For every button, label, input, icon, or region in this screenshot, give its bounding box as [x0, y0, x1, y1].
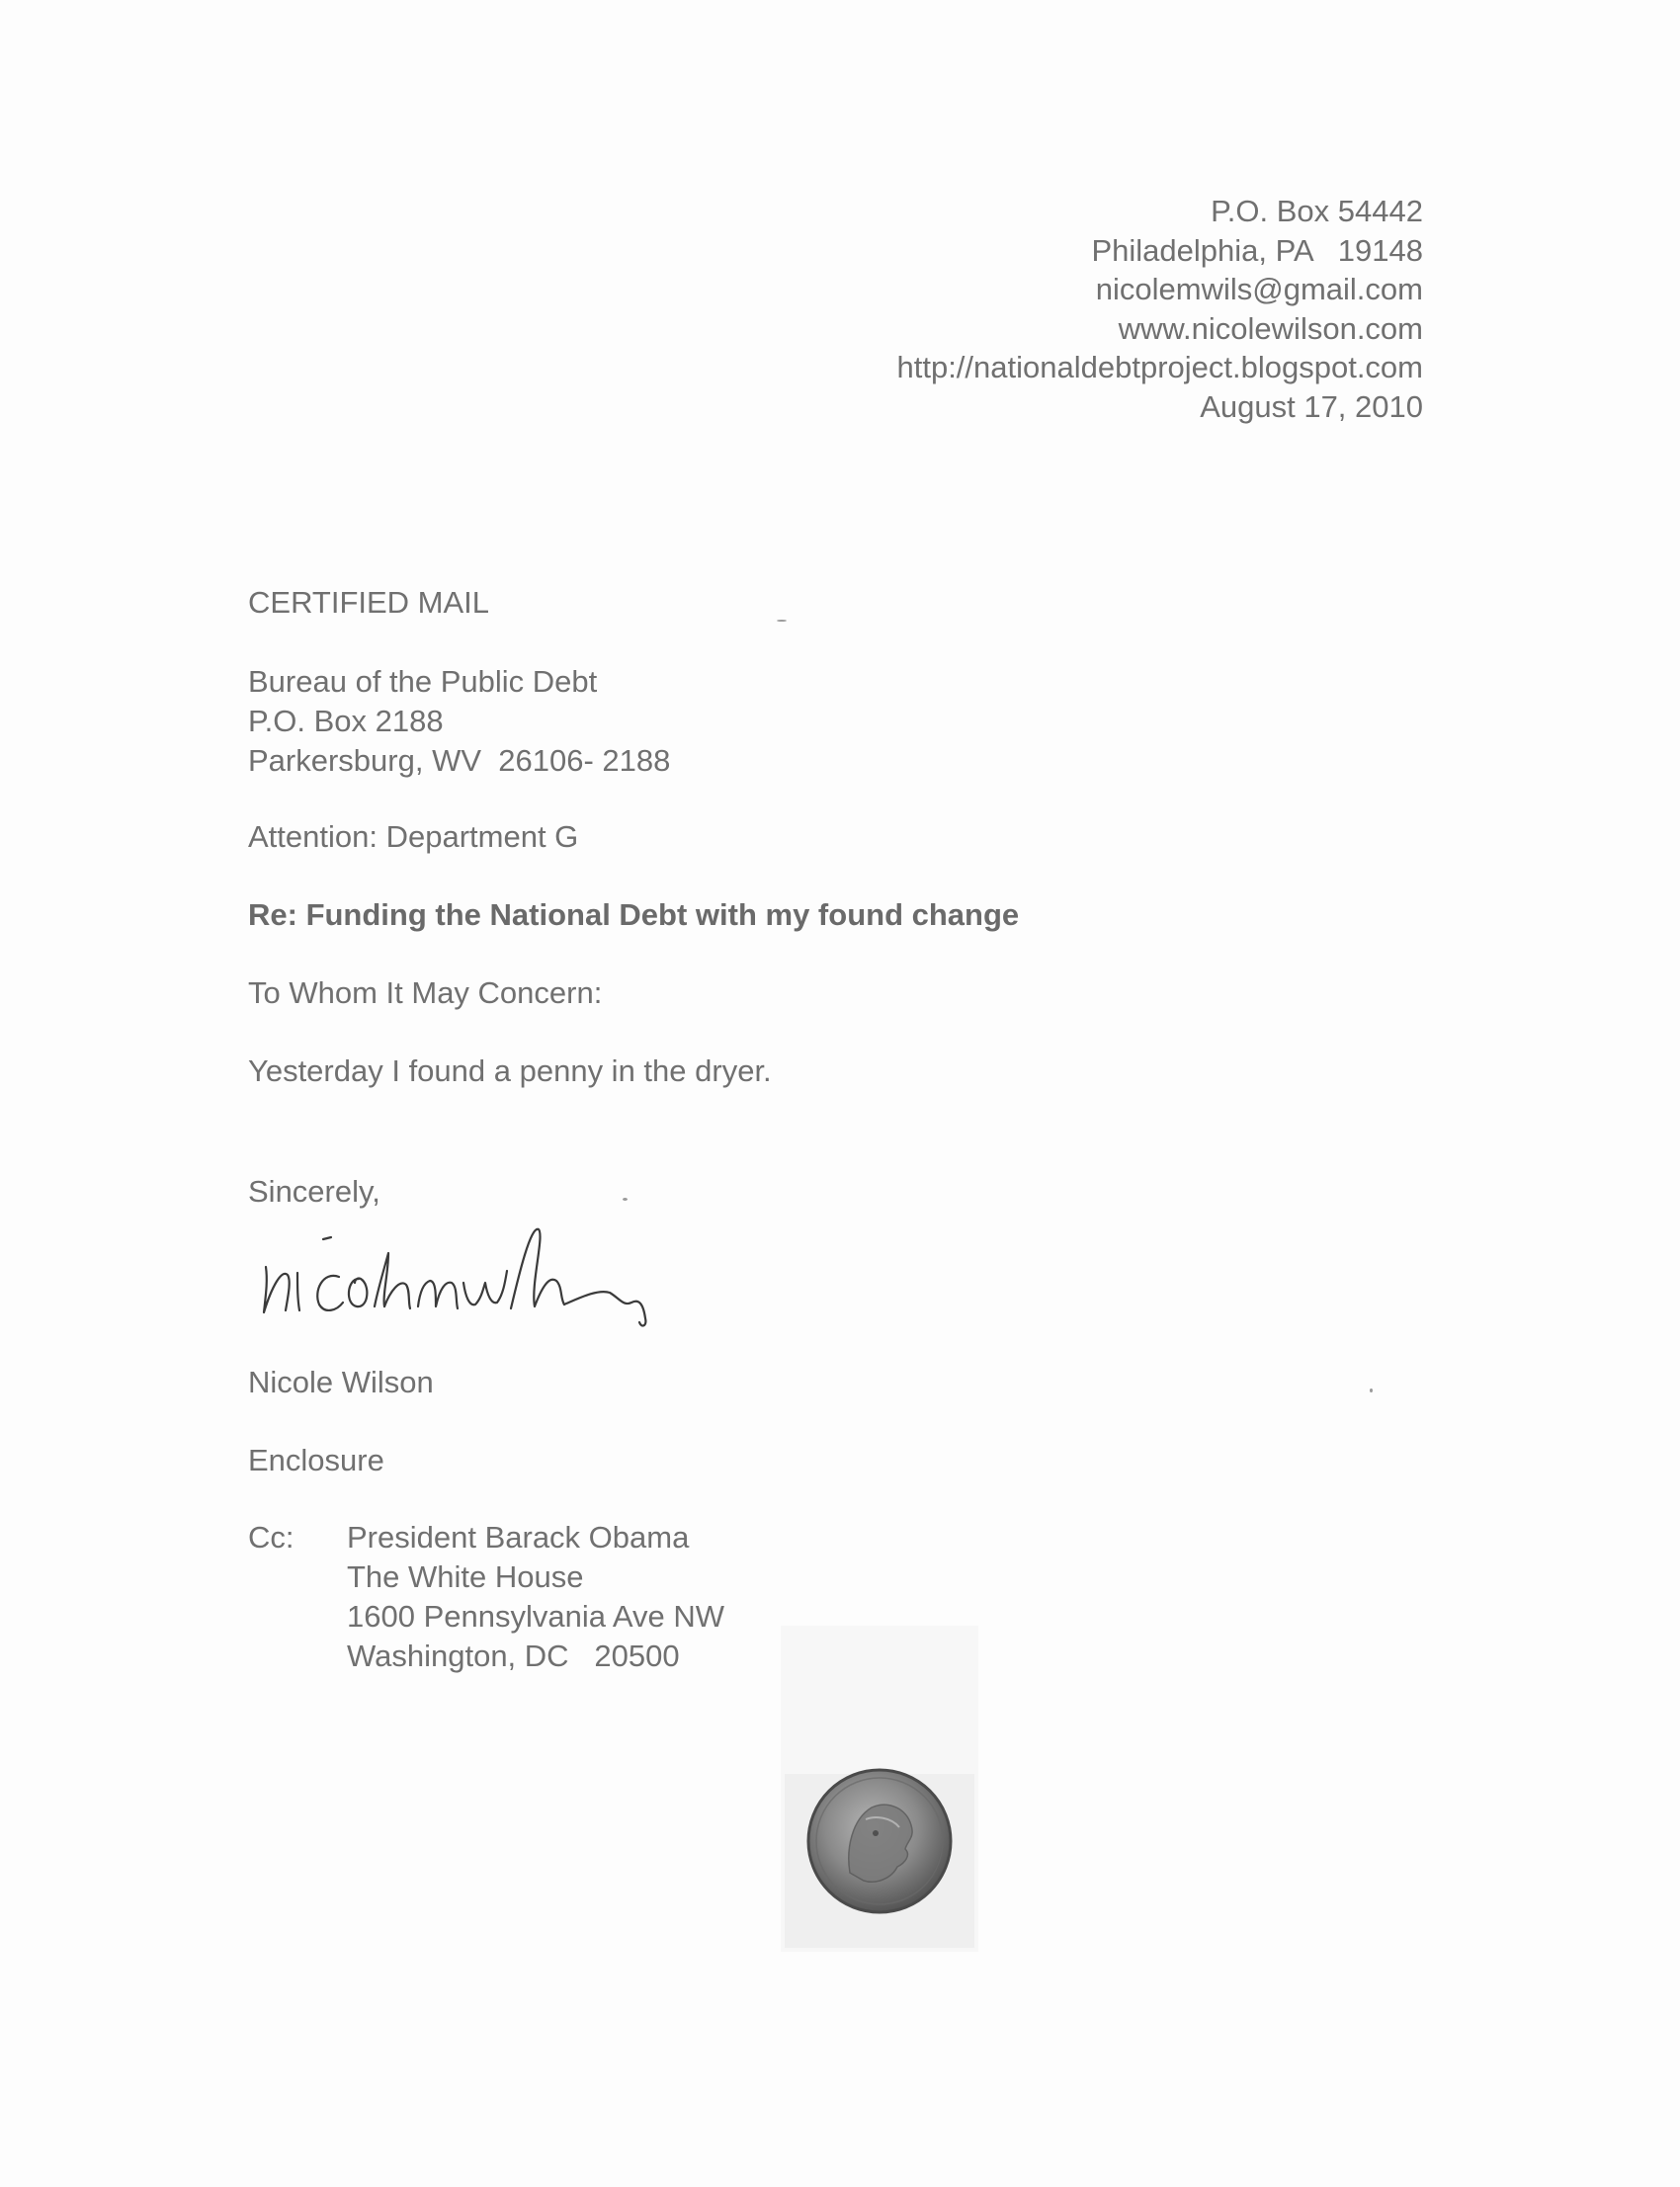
- penny-coin-icon: [808, 1770, 951, 1912]
- sender-address-block: [896, 192, 1423, 426]
- recipient-address-block: [248, 662, 670, 781]
- handwritten-signature: [252, 1196, 805, 1344]
- closing: Sincerely,: [248, 1174, 380, 1209]
- salutation: To Whom It May Concern:: [248, 975, 603, 1010]
- sender-email: nicolemwils@gmail.com: [1095, 272, 1423, 306]
- enclosure-note: Enclosure: [248, 1443, 384, 1477]
- letter-body: Yesterday I found a penny in the dryer.: [248, 1053, 772, 1088]
- cc-city-state-zip: Washington, DC 20500: [347, 1639, 680, 1673]
- cc-street: 1600 Pennsylvania Ave NW: [347, 1599, 724, 1634]
- letter-date: August 17, 2010: [1200, 388, 1423, 424]
- sender-city-state-zip: Philadelphia, PA 19148: [1091, 232, 1423, 268]
- recipient-city-state-zip: Parkersburg, WV 26106- 2188: [248, 743, 671, 778]
- signer-name: Nicole Wilson: [248, 1365, 434, 1399]
- cc-recipient-name: President Barack Obama: [347, 1520, 690, 1555]
- sender-website: www.nicolewilson.com: [1118, 310, 1423, 346]
- cc-address-block: [347, 1518, 724, 1676]
- cc-label: Cc:: [248, 1520, 294, 1555]
- sender-blog-url: http://nationaldebtproject.blogspot.com: [896, 350, 1423, 384]
- mail-type: CERTIFIED MAIL: [248, 585, 490, 620]
- scan-speck: [623, 1198, 628, 1201]
- recipient-po-box: P.O. Box 2188: [248, 704, 444, 738]
- scan-speck: [1370, 1388, 1373, 1392]
- subject-line: Re: Funding the National Debt with my found change: [248, 897, 1020, 932]
- cc-recipient-org: The White House: [347, 1559, 584, 1594]
- recipient-name: Bureau of the Public Debt: [248, 664, 598, 699]
- sender-po-box: P.O. Box 54442: [1211, 194, 1423, 228]
- attention-line: Attention: Department G: [248, 819, 579, 854]
- scan-speck: [777, 620, 787, 622]
- taped-penny: [781, 1626, 978, 1952]
